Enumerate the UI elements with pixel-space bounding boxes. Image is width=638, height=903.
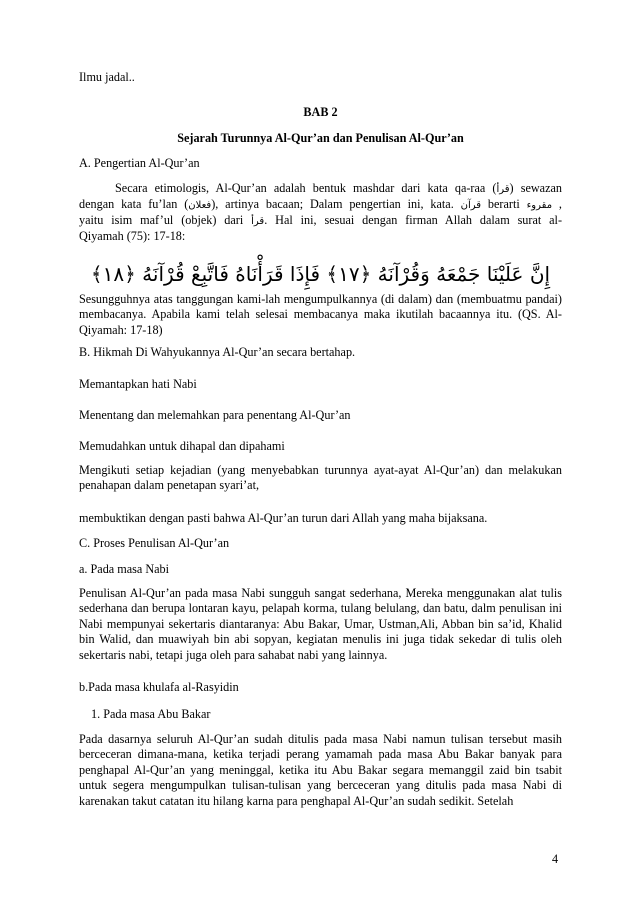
subsection-heading: b.Pada masa khulafa al-Rasyidin	[79, 680, 239, 694]
subsection-heading: a. Pada masa Nabi	[79, 562, 170, 576]
wisdom-item: Memudahkan untuk dihapal dan dipahami	[79, 439, 285, 453]
arabic-word: قرأ	[251, 216, 265, 227]
subsection-item-heading: 1. Pada masa Abu Bakar	[91, 707, 211, 721]
etymology-line-2: dengan kata fu’lan (فعلان), artinya bacaan; Dalam pengertian ini, kata. قرآن berarti مقروء ,	[79, 197, 562, 211]
section-a-heading: A. Pengertian Al-Qur’an	[79, 156, 200, 170]
page-number: 4	[552, 852, 559, 866]
wisdom-item: Menentang dan melemahkan para penentang Al-Qur’an	[79, 408, 351, 422]
etymology-line-3: yaitu isim maf’ul (objek) dari قرأ. Hal ini, sesuai dengan firman Allah dalam surat al-	[79, 213, 563, 227]
etymology-line-1: Secara etimologis, Al-Qur’an adalah bentuk mashdar dari kata qa-raa (قرأ) sewazan	[115, 181, 562, 195]
section-c-heading: C. Proses Penulisan Al-Qur’an	[79, 536, 230, 550]
wisdom-item: Memantapkan hati Nabi	[79, 377, 197, 391]
arabic-word: فعلان	[188, 200, 212, 211]
arabic-word: مقروء	[526, 200, 553, 211]
wisdom-item: membuktikan dengan pasti bahwa Al-Qur’an turun dari Allah yang maha bijaksana.	[79, 511, 488, 525]
chapter-heading: BAB 2	[303, 105, 338, 119]
abu-bakar-paragraph: Pada dasarnya seluruh Al-Qur’an sudah ditulis pada masa Nabi namun tulisan tersebut masih berceceran dimana-mana, ketika terjadi perang yamamah pada masa Abu Bakar banyak para penghapal Al-Qur’an yang meninggal, ketika itu Abu Bakar segara memanggil zaid bin tsabit untuk segera mengumpulkan tulisan-tulisan yang berceceran yang ditulis pada masa Nabi di karenakan takut catatan itu hilang karna para penghapal Al-Qur’an sudah sedikit. Setelah	[79, 732, 562, 808]
etymology-line-4: Qiyamah (75): 17-18:	[79, 229, 186, 243]
arabic-word: قرآن	[460, 200, 482, 211]
prophet-era-paragraph: Penulisan Al-Qur’an pada masa Nabi sungguh sangat sederhana, Mereka menggunakan alat tulis sederhana dan berupa lontaran kayu, pelapah korma, tulang belulang, dan batu, dalm penulisan ini Nabi mempunyai sekertaris diantaranya: Abu Bakar, Umar, Ustman,Ali, Abban bin sa’id, Khalid bin Walid, dan muawiyah bin abi sopyan, kegiatan menulis ini juga tidak sekedar di tulis oleh sekertaris nabi, tetapi juga oleh para sahabat nabi yang lainnya.	[79, 586, 562, 662]
chapter-title: Sejarah Turunnya Al-Qur’an dan Penulisan Al-Qur’an	[177, 131, 464, 145]
verse-translation: Sesungguhnya atas tanggungan kami-lah mengumpulkannya (di dalam) dan (membuatmu pandai) membacanya. Apabila kami telah selesai membacanya maka ikutilah bacaannya itu. (QS. Al-Qiyamah: 17-18)	[79, 292, 562, 337]
section-b-heading: B. Hikmah Di Wahyukannya Al-Qur’an secara bertahap.	[79, 345, 356, 359]
header-note: Ilmu jadal..	[79, 70, 135, 84]
arabic-word: قرأ	[496, 184, 510, 195]
quran-verse: إِنَّ عَلَيْنَا جَمْعَهُ وَقُرْآنَهُ ﴿١٧﴾ فَإِذَا قَرَأْنَاهُ فَاتَّبِعْ قُرْآنَهُ ﴿١٨﴾	[90, 262, 551, 286]
wisdom-item: Mengikuti setiap kejadian (yang menyebabkan turunnya ayat-ayat Al-Qur’an) dan melakukan penahapan dalam penetapan syari’at,	[79, 463, 562, 493]
